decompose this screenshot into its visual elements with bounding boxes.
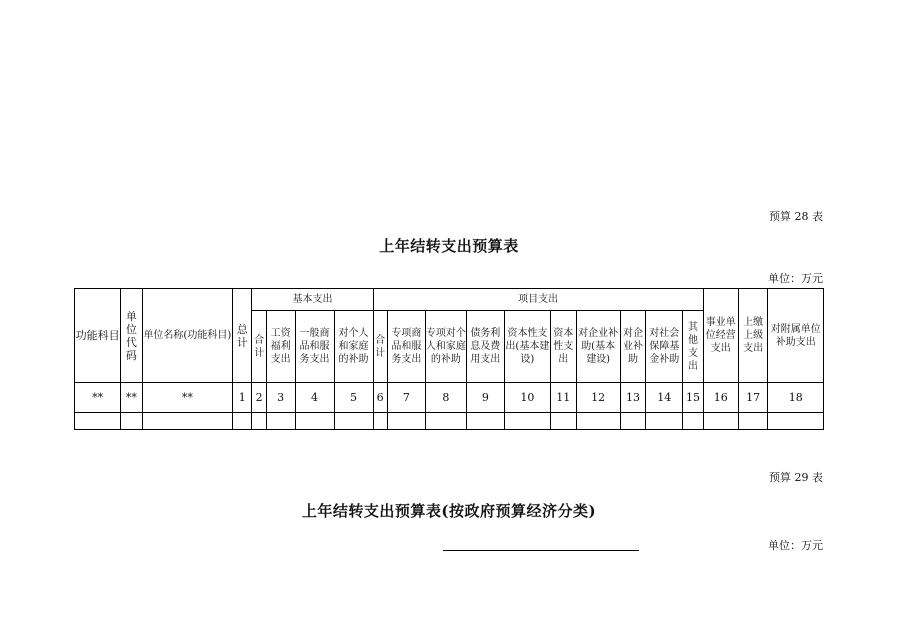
header-upper: 上缴上级支出 — [738, 289, 768, 383]
table-number-29: 预算 29 表 — [769, 471, 823, 484]
table-cell: ** — [75, 383, 121, 413]
table-cell — [387, 413, 425, 430]
header-business: 事业单位经营支出 — [703, 289, 738, 383]
header-unit-code: 单位代码 — [121, 289, 143, 383]
table-cell — [550, 413, 576, 430]
page-title-29: 上年结转支出预算表(按政府预算经济分类) — [301, 502, 597, 520]
table-cell — [620, 413, 646, 430]
header-total: 总计 — [232, 289, 251, 383]
table-cell: 3 — [266, 383, 295, 413]
header-project-col: 对企业补助(基本建设) — [576, 311, 620, 383]
table-cell — [121, 413, 143, 430]
header-project-col: 专项商品和服务支出 — [387, 311, 425, 383]
table-cell: 10 — [504, 383, 550, 413]
table-cell: 4 — [295, 383, 334, 413]
header-func-subject: 功能科目 — [75, 289, 121, 383]
table-cell: 2 — [252, 383, 266, 413]
table-cell — [142, 413, 232, 430]
table-row-empty — [75, 413, 824, 430]
table-cell — [466, 413, 504, 430]
table-number-28: 预算 28 表 — [769, 210, 823, 223]
header-project-col: 专项对个人和家庭的补助 — [425, 311, 466, 383]
table-cell — [252, 413, 266, 430]
table-cell: 1 — [232, 383, 251, 413]
table-cell: 5 — [334, 383, 373, 413]
table-cell — [334, 413, 373, 430]
table-cell: 15 — [683, 383, 704, 413]
header-project-col: 对社会保障基金补助 — [646, 311, 683, 383]
table-cell — [576, 413, 620, 430]
header-project-col: 合计 — [373, 311, 387, 383]
header-project-col: 资本性支出(基本建设) — [504, 311, 550, 383]
header-project-col: 资本性支出 — [550, 311, 576, 383]
header-basic-col: 对个人和家庭的补助 — [334, 311, 373, 383]
header-project-col: 其他支出 — [683, 311, 704, 383]
unit-label-29: 单位：万元 — [768, 539, 823, 552]
table-cell: 13 — [620, 383, 646, 413]
table-cell: 6 — [373, 383, 387, 413]
table-cell: ** — [142, 383, 232, 413]
table-cell: 16 — [703, 383, 738, 413]
table-row-index — [75, 383, 824, 413]
header-row-groups — [75, 289, 824, 311]
table-cell — [504, 413, 550, 430]
table-cell — [75, 413, 121, 430]
table-cell — [646, 413, 683, 430]
unit-label-28: 单位：万元 — [768, 272, 823, 285]
header-unit-name: 单位名称(功能科目) — [142, 289, 232, 383]
table-cell — [425, 413, 466, 430]
divider-line — [443, 550, 639, 551]
header-subsidiary: 对附属单位补助支出 — [768, 289, 824, 383]
header-project-col: 债务利息及费用支出 — [466, 311, 504, 383]
table-cell: 17 — [738, 383, 768, 413]
header-basic-col: 合计 — [252, 311, 266, 383]
table-cell: ** — [121, 383, 143, 413]
table-cell: 14 — [646, 383, 683, 413]
table-cell — [768, 413, 824, 430]
table-cell: 18 — [768, 383, 824, 413]
table-cell — [266, 413, 295, 430]
table-cell: 8 — [425, 383, 466, 413]
table-cell — [295, 413, 334, 430]
budget-table-28 — [74, 288, 824, 430]
table-cell: 9 — [466, 383, 504, 413]
header-project-group: 项目支出 — [373, 289, 703, 311]
table-cell — [683, 413, 704, 430]
table-cell: 11 — [550, 383, 576, 413]
table-cell: 7 — [387, 383, 425, 413]
table-cell: 12 — [576, 383, 620, 413]
header-basic-col: 一般商品和服务支出 — [295, 311, 334, 383]
table-cell — [232, 413, 251, 430]
header-basic-col: 工资福利支出 — [266, 311, 295, 383]
table-cell — [703, 413, 738, 430]
header-basic-group: 基本支出 — [252, 289, 373, 311]
table-cell — [738, 413, 768, 430]
page-title-28: 上年结转支出预算表 — [379, 237, 519, 255]
table-cell — [373, 413, 387, 430]
header-project-col: 对企业补助 — [620, 311, 646, 383]
